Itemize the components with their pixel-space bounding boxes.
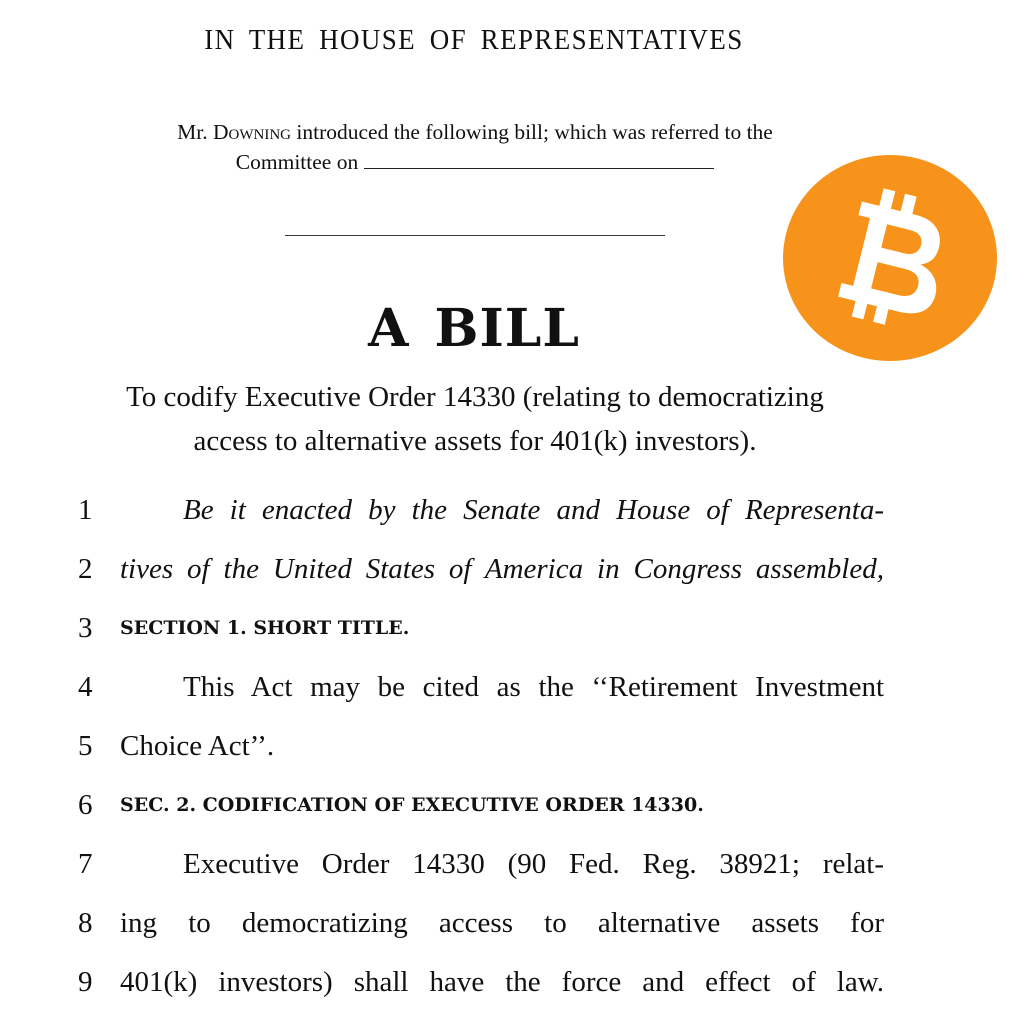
section-2-text-part-1: Executive Order 14330 (90 Fed. Reg. 38921; relat- [183,848,884,880]
long-title-line-2: access to alternative assets for 401(k) investors). [193,425,757,457]
bill-line-3 [78,608,884,648]
long-title-line-1: To codify Executive Order 14330 (relating to democratizing [126,381,824,413]
line-number: 5 [78,730,93,762]
line-number: 6 [78,789,93,821]
bill-line-4 [78,667,884,707]
section-2-text-part-3: 401(k) investors) shall have the force and effect of law. [120,966,884,998]
short-title-text-part-1: This Act may be cited as the ‘‘Retirement Investment [183,671,884,703]
line-number: 3 [78,612,93,644]
bill-line-2 [78,549,884,589]
committee-label: Committee on [235,150,359,174]
section-1-heading: SECTION 1. SHORT TITLE. [120,617,410,639]
bill-line-5 [78,726,884,766]
introduction-statement [60,117,890,177]
bill-line-1 [78,490,884,530]
bill-line-8 [78,903,884,943]
separator-rule [285,235,665,236]
line-number: 7 [78,848,93,880]
short-title-text-part-2: Choice Act’’. [120,730,275,762]
sponsor-name: Downing [213,120,292,144]
enacting-clause-part-2: tives of the United States of America in Congress assembled, [120,553,884,585]
intro-prefix: Mr. [177,120,213,144]
bill-line-7 [78,844,884,884]
enacting-clause-part-1: Be it enacted by the Senate and House of Representa- [183,494,884,526]
bill-heading: A BILL [368,298,580,359]
line-number: 1 [78,494,93,526]
bill-line-6 [78,785,884,825]
bitcoin-icon [783,154,998,362]
line-number: 2 [78,553,93,585]
line-number: 9 [78,966,93,998]
committee-blank-line [364,148,714,169]
chamber-heading: IN THE HOUSE OF REPRESENTATIVES [204,24,744,56]
line-number: 4 [78,671,93,703]
section-2-heading: SEC. 2. CODIFICATION OF EXECUTIVE ORDER 14330. [120,794,704,816]
intro-text: introduced the following bill; which was referred to the [291,120,773,144]
line-number: 8 [78,907,93,939]
bill-long-title [60,375,890,463]
bill-line-9 [78,962,884,1002]
section-2-text-part-2: ing to democratizing access to alternative assets for [120,907,884,939]
